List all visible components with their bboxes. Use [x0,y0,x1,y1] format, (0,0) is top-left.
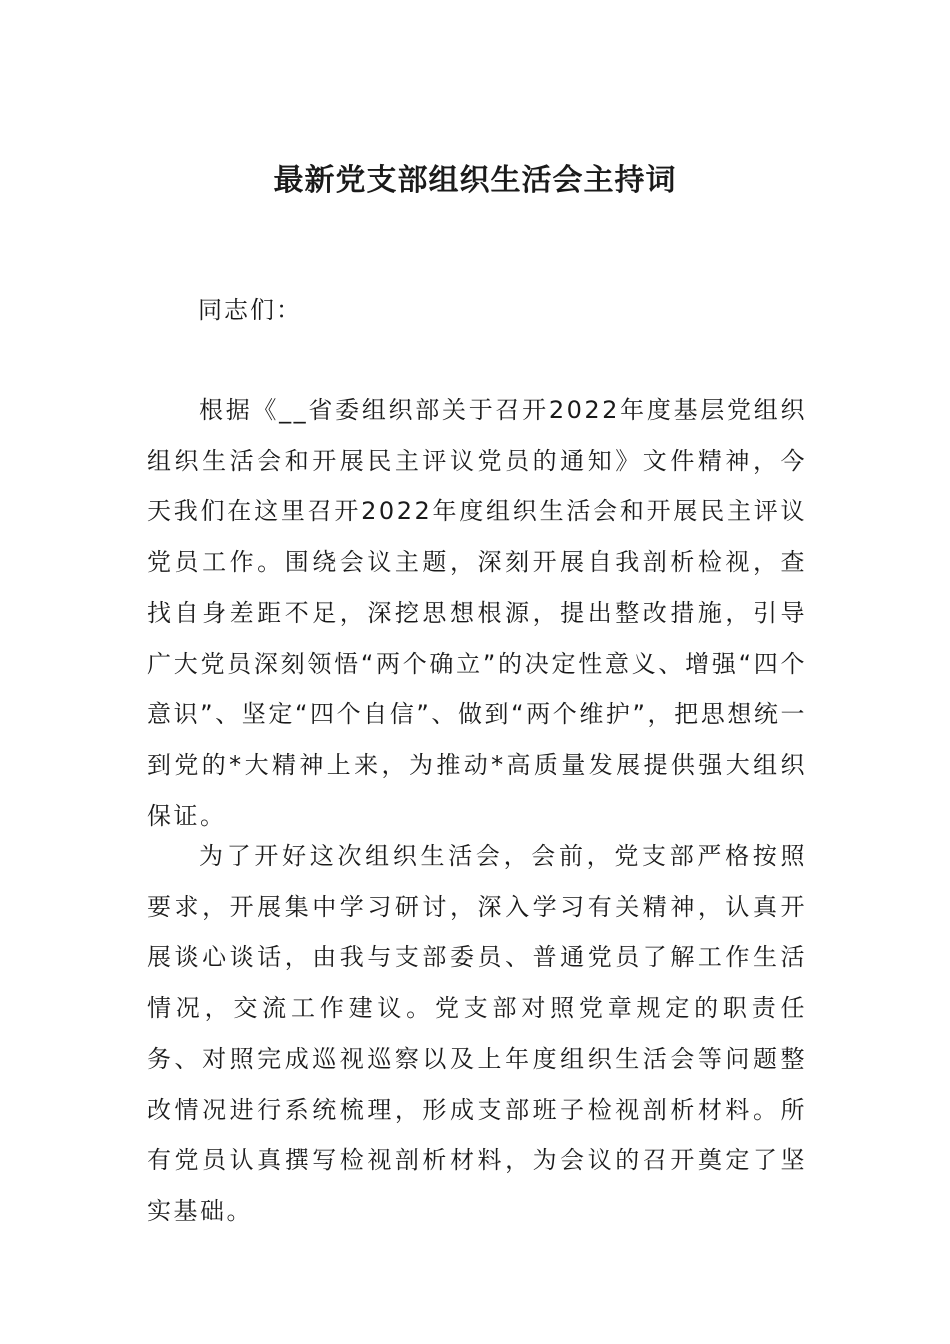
document-title: 最新党支部组织生活会主持词 [273,163,677,198]
body-paragraph-1: 根据《__省委组织部关于召开2022年度基层党组织组织生活会和开展民主评议党员的通知》文件精神，今天我们在这里召开2022年度组织生活会和开展民主评议党员工作。围绕会议主题，深刻开展自我剖析检视，查找自身差距不足，深挖思想根源，提出整改措施，引导广大党员深刻领悟“两个确立”的决定性意义、增强“四个意识”、坚定“四个自信”、做到“两个维护”，把思想统一到党的*大精神上来，为推动*高质量发展提供强大组织保证。 [147,396,807,830]
body-paragraph-2: 为了开好这次组织生活会，会前，党支部严格按照要求，开展集中学习研讨，深入学习有关精神，认真开展谈心谈话，由我与支部委员、普通党员了解工作生活情况，交流工作建议。党支部对照党章规定的职责任务、对照完成巡视巡察以及上年度组织生活会等问题整改情况进行系统梳理，形成支部班子检视剖析材料。所有党员认真撰写检视剖析材料，为会议的召开奠定了坚实基础。 [147,842,807,1225]
salutation: 同志们： [198,296,302,324]
